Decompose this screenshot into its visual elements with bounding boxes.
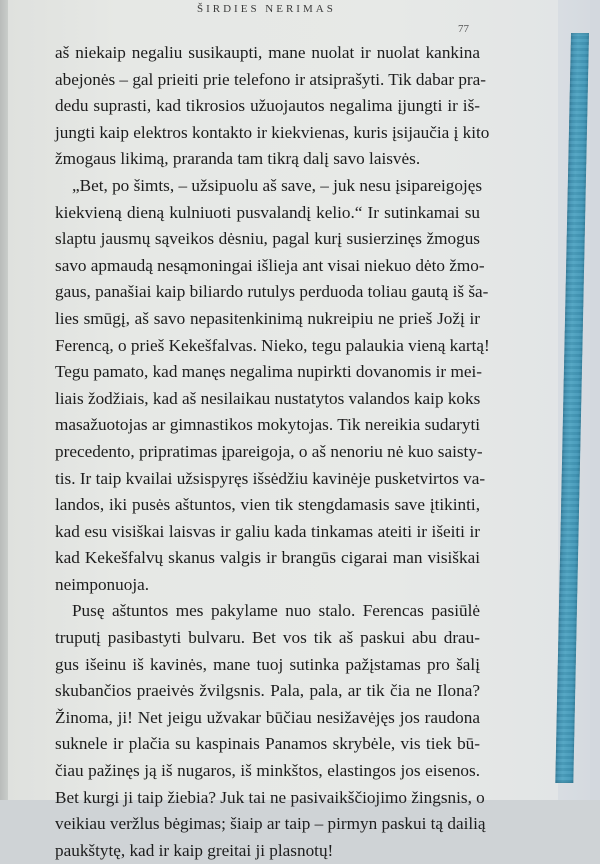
text-line: neimponuoja. bbox=[55, 574, 150, 594]
text-line: Bet kurgi ji taip žiebia? Juk tai ne pasivaikščiojimo žingsnis, o bbox=[55, 787, 485, 807]
body-text bbox=[55, 40, 490, 864]
text-line: lies smūgį, aš savo nepasitenkinimą nukreipiu ne prieš Jožį ir bbox=[55, 308, 480, 328]
text-line: Tegu pamato, kad manęs negalima nupirkti dovanomis ir mei- bbox=[55, 362, 482, 382]
text-line: kad esu visiškai laisvas ir galiu kada tinkamas ateiti ir išeiti ir bbox=[55, 521, 480, 541]
text-line: Ferencą, o prieš Kekešfalvas. Nieko, tegu palaukia vieną kartą! bbox=[55, 335, 490, 355]
text-line: čiau pažinęs ją iš nugaros, iš minkštos, elastingos jos eisenos. bbox=[55, 761, 480, 781]
text-line: gaus, panašiai kaip biliardo rutulys perduoda toliau gautą iš ša- bbox=[55, 282, 489, 302]
table-surface bbox=[590, 0, 600, 800]
text-line: slaptu jausmų sąveikos dėsniu, pagal kurį susierzinęs žmogus bbox=[55, 229, 480, 249]
text-line: masažuotojas ar gimnastikos mokytojas. Tik nereikia sudaryti bbox=[55, 415, 480, 435]
text-line: „Bet, po šimts, – užsipuolu aš save, – juk nesu įsipareigojęs bbox=[72, 175, 483, 195]
page-number: 77 bbox=[458, 23, 469, 35]
text-line: precedento, pripratimas įpareigoja, o aš nenoriu nė kuo saisty- bbox=[55, 441, 483, 461]
text-line: Pusę aštuntos mes pakylame nuo stalo. Ferencas pasiūlė bbox=[72, 601, 480, 621]
paragraph-3 bbox=[55, 598, 486, 864]
text-line: Žinoma, ji! Net jeigu užvakar būčiau nesižavėjęs jos raudona bbox=[55, 707, 480, 727]
text-line: truputį pasibastyti bulvaru. Bet vos tik aš paskui abu drau- bbox=[55, 628, 480, 648]
running-head: ŠIRDIES NERIMAS bbox=[197, 3, 336, 15]
paragraph-1 bbox=[55, 40, 490, 173]
text-line: žmogaus likimą, praranda tam tikrą dalį savo laisvės. bbox=[55, 149, 421, 169]
text-line: aš niekaip negaliu susikaupti, mane nuolat ir nuolat kankina bbox=[55, 43, 480, 62]
text-line: abejonės – gal prieiti prie telefono ir atsiprašyti. Tik dabar pra- bbox=[55, 69, 487, 89]
text-line: paukštytę, kad ir kaip greitai ji plasnotų! bbox=[55, 840, 334, 860]
text-line: kiekvieną dieną kulniuoti pusvalandį kelio.“ Ir sutinkamai su bbox=[55, 202, 480, 222]
text-line: gus išeinu iš kavinės, mane tuoj sutinka pažįstamas pro šalį bbox=[55, 654, 480, 674]
text-line: kad Kekešfalvų skanus valgis ir brangūs cigarai man visiškai bbox=[55, 548, 480, 568]
text-line: suknele ir plačia su kaspinais Panamos skrybėle, vis tiek bū- bbox=[55, 734, 480, 754]
text-line: skubančios praeivės žvilgsnis. Pala, pala, ar tik čia ne Ilona? bbox=[55, 681, 480, 701]
text-line: liais žodžiais, kad aš nesilaikau nustatytos valandos kaip koks bbox=[55, 388, 481, 408]
paragraph-2 bbox=[55, 173, 490, 599]
text-line: landos, iki pusės aštuntos, vien tik stengdamasis save įtikinti, bbox=[55, 495, 480, 515]
text-line: veikiau veržlus bėgimas; šiaip ar taip – pirmyn paskui tą dailią bbox=[55, 814, 486, 834]
text-line: tis. Ir taip kvailai užsispyręs išsėdžiu kavinėje pusketvirtos va- bbox=[55, 468, 486, 488]
text-line: savo apmaudą nesąmoningai išlieja ant visai niekuo dėto žmo- bbox=[55, 255, 485, 275]
text-line: dedu suprasti, kad tikrosios užuojautos negalima įjungti ir iš- bbox=[55, 96, 480, 116]
text-line: jungti kaip elektros kontakto ir kiekvienas, kuris įsijaučia į kito bbox=[55, 122, 490, 142]
